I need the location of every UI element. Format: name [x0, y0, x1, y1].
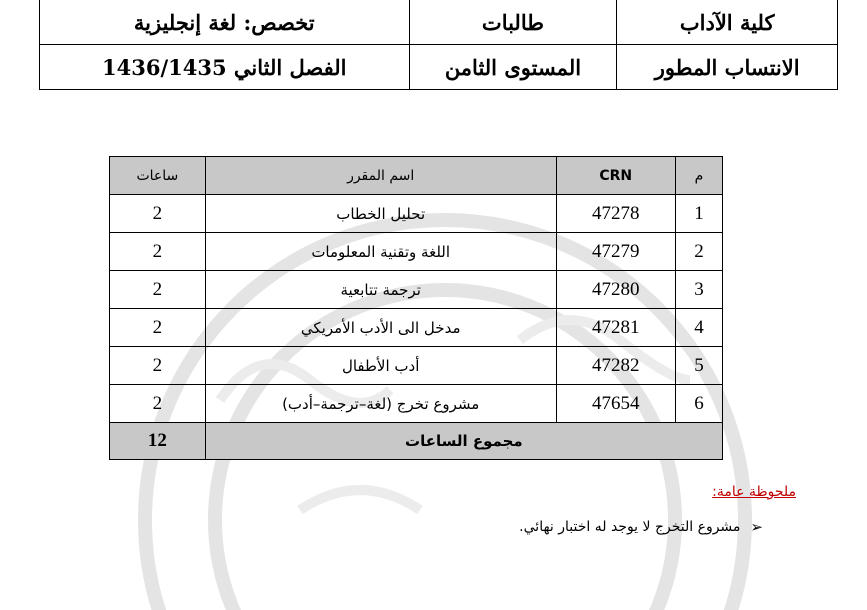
row-crn: 47278	[556, 195, 675, 233]
total-label: مجموع الساعات	[205, 423, 722, 460]
row-index: 2	[675, 233, 722, 271]
row-course-name: اللغة وتقنية المعلومات	[205, 233, 556, 271]
row-course-name: أدب الأطفال	[205, 347, 556, 385]
row-hours: 2	[110, 195, 206, 233]
note-item	[519, 518, 763, 536]
row-index: 4	[675, 309, 722, 347]
table-row	[110, 385, 723, 423]
student-category: طالبات	[409, 0, 617, 45]
table-header-row	[110, 157, 723, 195]
row-index: 5	[675, 347, 722, 385]
row-crn: 47280	[556, 271, 675, 309]
header-info-table	[39, 0, 838, 90]
table-row	[110, 271, 723, 309]
row-course-name: ترجمة تتابعية	[205, 271, 556, 309]
table-row	[110, 233, 723, 271]
row-crn: 47281	[556, 309, 675, 347]
notes-title: ملحوظة عامة:	[712, 484, 796, 500]
row-course-name: مشروع تخرج (لغة–ترجمة–أدب)	[205, 385, 556, 423]
table-row	[110, 309, 723, 347]
row-hours: 2	[110, 347, 206, 385]
header-row	[40, 45, 838, 90]
row-hours: 2	[110, 309, 206, 347]
column-header-index: م	[675, 157, 722, 195]
header-row	[40, 0, 838, 45]
row-crn: 47654	[556, 385, 675, 423]
row-course-name: تحليل الخطاب	[205, 195, 556, 233]
row-crn: 47282	[556, 347, 675, 385]
row-hours: 2	[110, 385, 206, 423]
semester: الفصل الثاني 1436/1435	[40, 45, 410, 90]
table-row	[110, 195, 723, 233]
note-text: مشروع التخرج لا يوجد له اختبار نهائي.	[519, 519, 741, 535]
row-index: 3	[675, 271, 722, 309]
level: المستوى الثامن	[409, 45, 617, 90]
program-type: الانتساب المطور	[617, 45, 838, 90]
column-header-hours: ساعات	[110, 157, 206, 195]
total-row	[110, 423, 723, 460]
total-hours: 12	[110, 423, 206, 460]
college-name: كلية الآداب	[617, 0, 838, 45]
specialization: تخصص: لغة إنجليزية	[40, 0, 410, 45]
row-hours: 2	[110, 233, 206, 271]
row-index: 6	[675, 385, 722, 423]
row-crn: 47279	[556, 233, 675, 271]
row-index: 1	[675, 195, 722, 233]
table-row	[110, 347, 723, 385]
row-course-name: مدخل الى الأدب الأمريكي	[205, 309, 556, 347]
column-header-course-name: اسم المقرر	[205, 157, 556, 195]
row-hours: 2	[110, 271, 206, 309]
arrow-bullet-icon: ➢	[750, 518, 763, 536]
courses-table	[109, 156, 723, 460]
column-header-crn: CRN	[556, 157, 675, 195]
